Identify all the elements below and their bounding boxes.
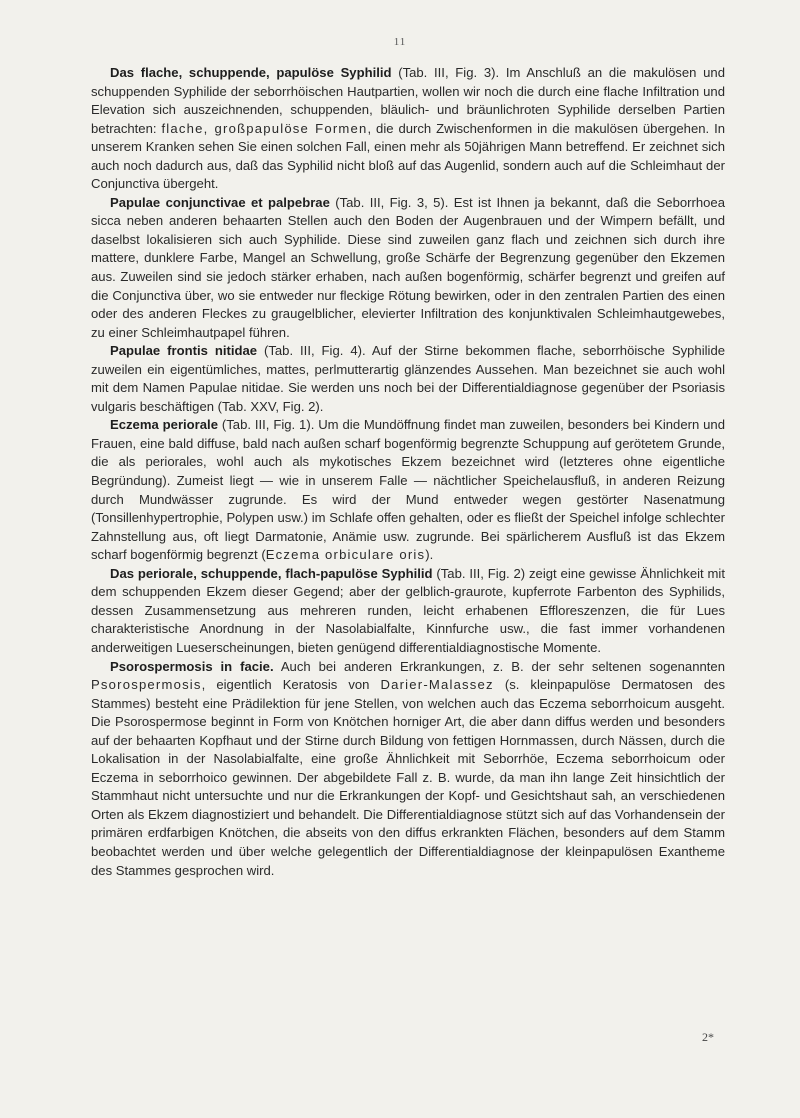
paragraph-heading: Psorospermosis in facie. <box>110 658 274 674</box>
emphasized-term: Darier-Malassez <box>380 677 494 693</box>
paragraph <box>91 658 725 881</box>
paragraph-heading: Das periorale, schuppende, flach-papulöse Syphilid <box>110 565 433 581</box>
paragraph <box>91 194 725 342</box>
emphasized-term: flache, großpapulöse Formen <box>161 120 368 136</box>
emphasized-term: Eczema orbiculare oris <box>265 547 426 563</box>
body-text <box>91 64 725 880</box>
paragraph <box>91 342 725 416</box>
paragraph-heading: Das flache, schuppende, papulöse Syphilid <box>110 65 392 80</box>
paragraph-heading: Eczema periorale <box>110 417 218 433</box>
paragraph-text: , eigentlich Keratosis von <box>201 677 381 693</box>
paragraph-text: (Tab. III, Fig. 2) zeigt eine gewisse Ähnlichkeit mit dem schuppenden Ekzem dieser Gegend; aber der gelblich-graurote, kupferrote Farbenton des Syphilids, dessen Zusammensetzung aus mehreren runden, leicht erhabenen Effloreszenzen, die für Lues charakteristische Anordnung in der Nasolabialfalte, Kinnfurche usw., die fast immer vorhandenen anderweitigen Lueserscheinungen, bieten genügend differentialdiagnostische Momente. <box>91 565 725 655</box>
emphasized-term: Psorospermosis <box>91 677 202 693</box>
paragraph-text: (Tab. III, Fig. 3). Im Anschluß an die makulösen und schuppenden Syphilide der seborrhöischen Hautpartien, wollen wir noch die durch eine flache Infiltration und Elevation sich auszeichnenden, schuppenden, bläulich- und bräunlichroten Syphilide derselben Partien betrachten: <box>91 65 725 136</box>
paragraph <box>91 565 725 658</box>
paragraph-text: Auch bei anderen Erkrankungen, z. B. der sehr seltenen sogenannten <box>273 658 725 674</box>
paragraph-text: ). <box>425 547 434 563</box>
paragraph-text: (Tab. III, Fig. 4). Auf der Stirne bekommen flache, seborrhöische Syphilide zuweilen ein eigentümliches, mattes, perlmutterartig glänzendes Aussehen. Man bezeichnet sie auch wohl mit dem Namen Papulae nitidae. Sie werden uns noch bei der Differentialdiagnose gegenüber der Psoriasis vulgaris beschäftigen (Tab. XXV, Fig. 2). <box>91 343 726 414</box>
paragraph <box>91 64 725 194</box>
paragraph <box>91 416 725 564</box>
paragraph-heading: Papulae frontis nitidae <box>110 343 258 359</box>
paragraph-text: (Tab. III, Fig. 1). Um die Mundöffnung findet man zuweilen, besonders bei Kindern und Frauen, eine bald diffuse, bald nach außen scharf bogenförmig begrenzte Schuppung auf gerötetem Grunde, die als periorales, wohl auch als mykotisches Ekzem bezeichnet wird (letzteres ohne eigentliche Begründung). Zumeist liegt — wie in unserem Falle — nächtlicher Speichelausfluß, in anderen Reizung durch Mundwässer zugrunde. Es wird der Mund entweder wegen gestörter Nasenatmung (Tonsillenhypertrophie, Polypen usw.) im Schlafe offen gehalten, oder es fließt der Speichel infolge schlechter Zahnstellung aus, oft liegt Darmatonie, Anämie usw. zugrunde. Bei spärlicherem Ausfluß ist das Ekzem scharf bogenförmig begrenzt ( <box>91 417 725 563</box>
paragraph-text: (s. kleinpapulöse Dermatosen des Stammes) besteht eine Prädilektion für jene Stellen, von welchen auch das Eczema seborrhoicum ausgeht. Die Psorospermose beginnt in Form von Knötchen horniger Art, die aber dann diffus werden und besonders auf der behaarten Kopfhaut und der Stirne durch Bildung von fettigen Hornmassen, durch Nässen, durch die Lokalisation in der Nasolabialfalte, eine große Ähnlichkeit mit Seborrhöe, Eczema seborrhoicum oder Eczema in seborrhoico gewinnen. Der abgebildete Fall z. B. wurde, da man ihn lange Zeit hinsichtlich der Stammhaut nicht untersuchte und nur die Erkrankungen der Kopf- und Gesichtshaut sah, an verschiedenen Orten als Ekzem diagnostiziert und behandelt. Die Differentialdiagnose stützt sich auf das Vorhandensein der primären erdfarbigen Knötchen, die abseits von den diffus erkrankten Flächen, besonders auf dem Stamm beobachtet werden und über welche gelegentlich der Differentialdiagnose der kleinpapulösen Exantheme des Stammes gesprochen wird. <box>91 677 725 878</box>
paragraph-text: (Tab. III, Fig. 3, 5). Est ist Ihnen ja bekannt, daß die Seborrhoea sicca neben anderen behaarten Stellen auch den Boden der Augenbrauen und der Wimpern befällt, und daselbst lokalisieren sich auch Syphilide. Diese sind zuweilen ganz flach und zeichnen sich durch ihre mattere, dunklere Farbe, Mangel an Schwellung, große Schärfe der Begrenzung gegenüber den Ekzemen aus. Zuweilen sind sie jedoch stärker erhaben, nach außen bogenförmig, schärfer begrenzt und greifen auf die Conjunctiva über, wo sie entweder nur fleckige Rötung bewirken, oder in den zentralen Partien des einen oder des anderen Fleckes zu graugelblicher, elevierter Infiltration des konjunktivalen Schleimhautgewebes, zu einer Schleimhautpapel führen. <box>91 194 725 340</box>
paragraph-heading: Papulae conjunctivae et palpebrae <box>110 194 330 210</box>
paragraph-text: , die durch Zwischenformen in die makulösen übergehen. In unserem Kranken sehen Sie einen solchen Fall, einen mehr als 50jährigen Mann betreffend. Er zeichnet sich auch noch dadurch aus, daß das Syphilid nicht bloß auf das Augenlid, sondern auch auf die Schleimhaut der Conjunctiva übergeht. <box>91 120 726 192</box>
printer-signature: 2* <box>702 1030 714 1044</box>
page-number: 11 <box>393 36 407 48</box>
